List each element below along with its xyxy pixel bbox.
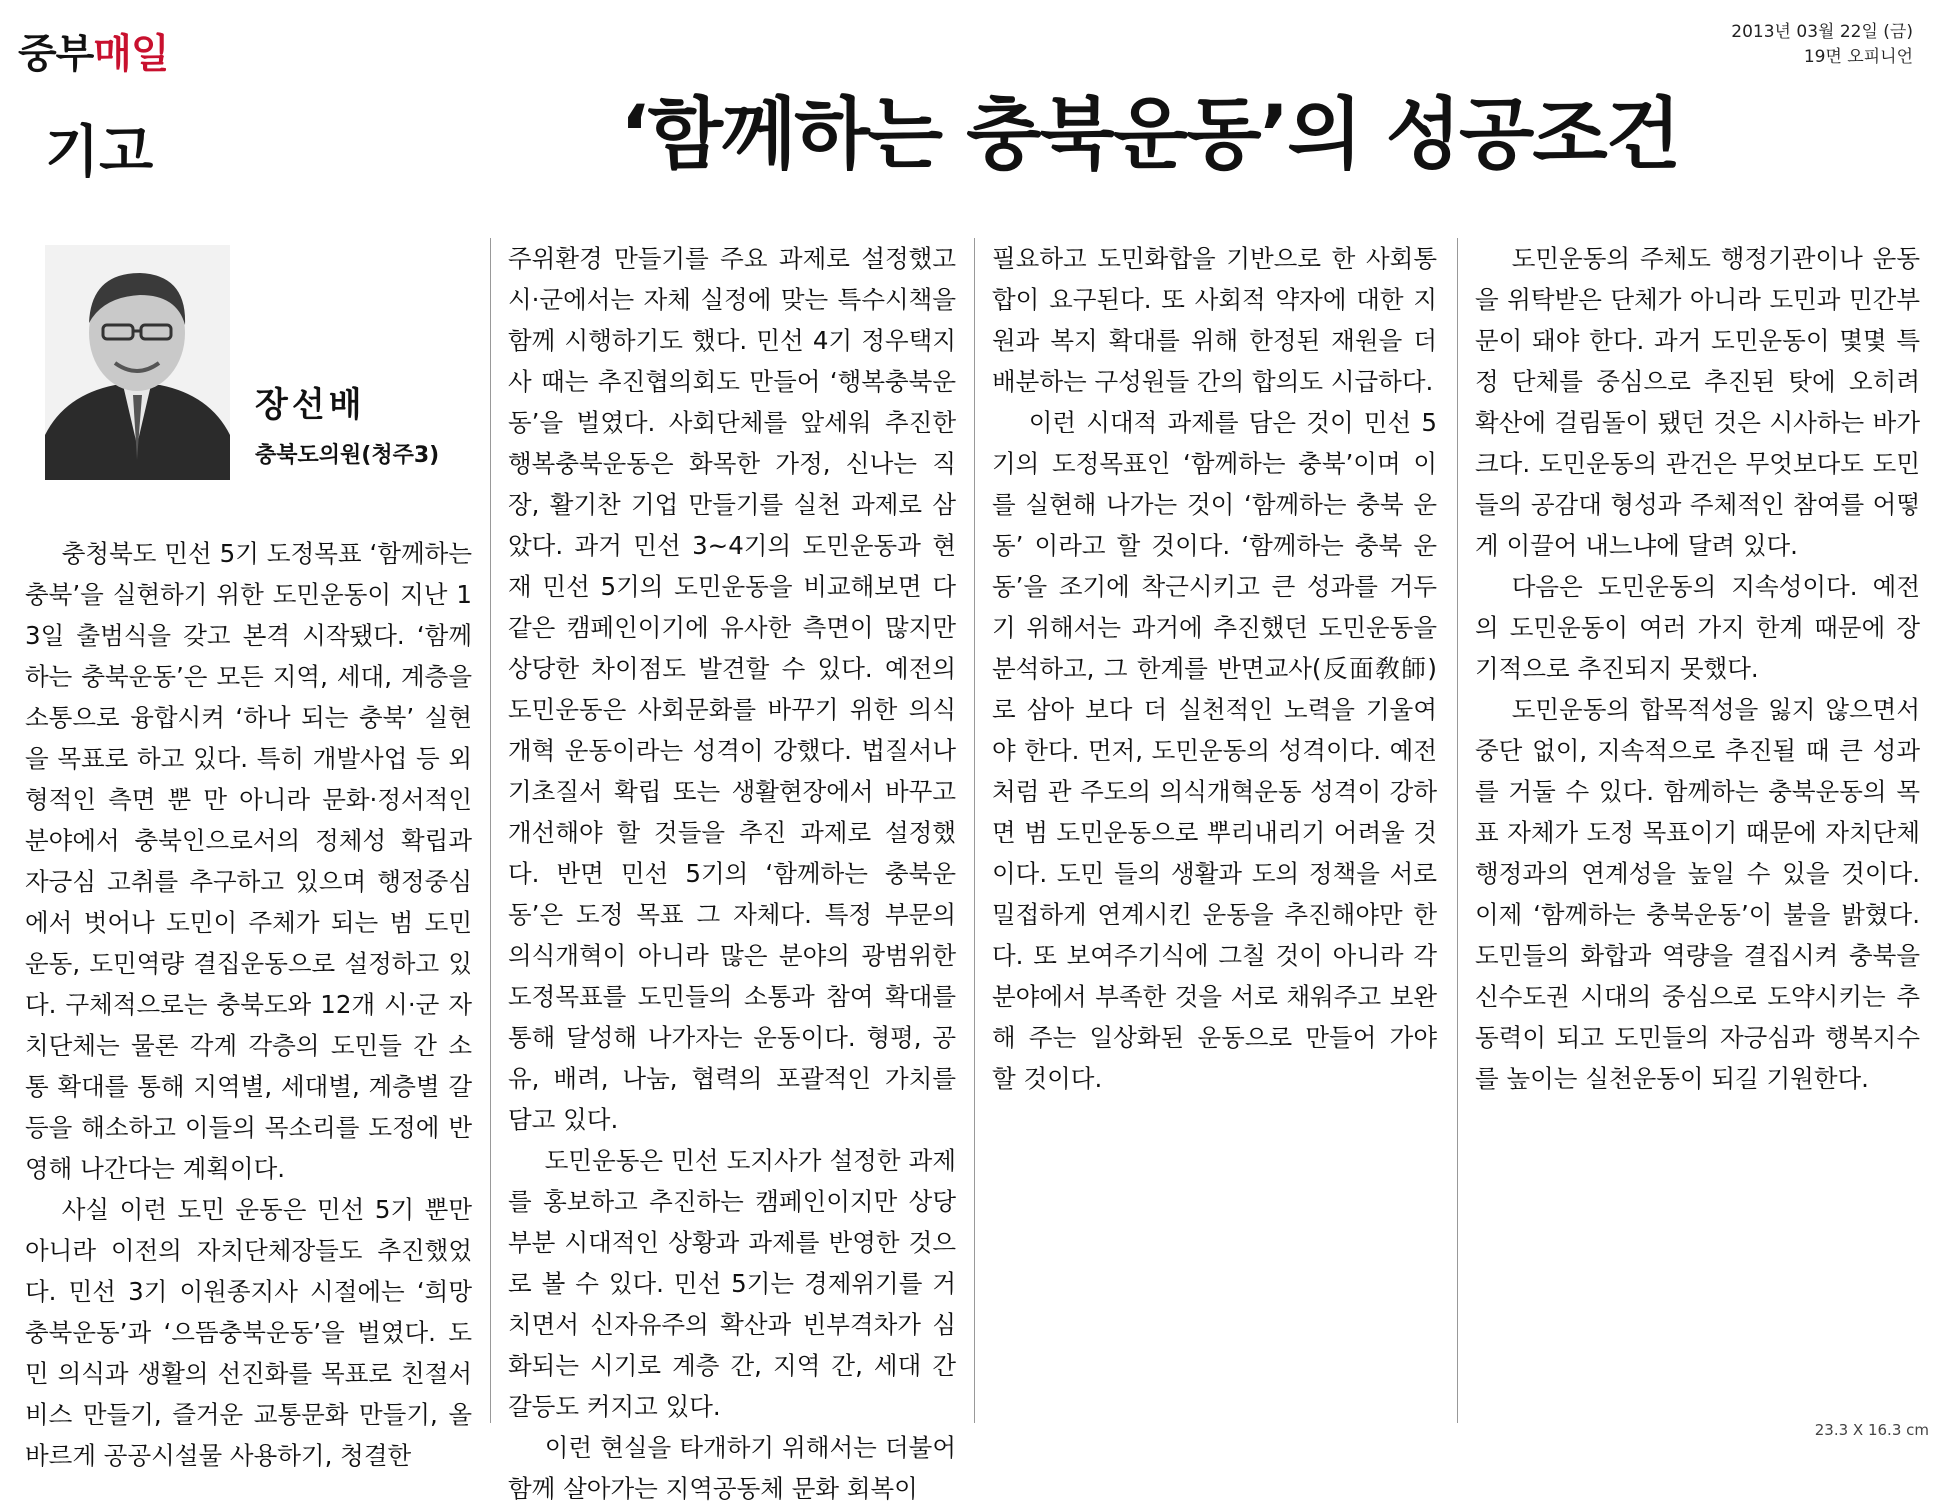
author-name: 장선배 [255, 385, 366, 425]
author-portrait-icon [45, 245, 230, 480]
paragraph: 도민운동의 주체도 행정기관이나 운동을 위탁받은 단체가 아니라 도민과 민간부문이 돼야 한다. 과거 도민운동이 몇몇 특정 단체를 중심으로 추진된 탓에 오히려 확산에 걸림돌이 됐던 것은 시사하는 바가 크다. 도민운동의 관건은 무엇보다도 도민들의 공감대 형성과 주체적인 참여를 어떻게 이끌어 내느냐에 달려 있다. [1475, 244, 1920, 560]
paragraph: 이런 현실을 타개하기 위해서는 더불어 함께 살아가는 지역공동체 문화 회복이 [508, 1433, 956, 1503]
clipping-dimensions: 23.3 X 16.3 cm [1814, 1421, 1929, 1439]
newspaper-masthead: 중부매일 [18, 31, 169, 77]
article-column-3 [992, 238, 1437, 1099]
paragraph: 도민운동은 민선 도지사가 설정한 과제를 홍보하고 추진하는 캠페인이지만 상당부분 시대적인 상황과 과제를 반영한 것으로 볼 수 있다. 민선 5기는 경제위기를 거치면서 신자유주의 확산과 빈부격차가 심화되는 시기로 계층 간, 지역 간, 세대 간 갈등도 커지고 있다. [508, 1146, 956, 1421]
article-column-2 [508, 238, 956, 1509]
article-column-4 [1475, 238, 1920, 1099]
article-column-1 [25, 533, 472, 1476]
paragraph: 주위환경 만들기를 주요 과제로 설정했고 시·군에서는 자체 실정에 맞는 특수시책을 함께 시행하기도 했다. 민선 4기 정우택지사 때는 추진협의회도 만들어 ‘행복충북운동’을 벌였다. 사회단체를 앞세워 추진한 행복충북운동은 화목한 가정, 신나는 직장, 활기찬 기업 만들기를 실천 과제로 삼았다. 과거 민선 3~4기의 도민운동과 현재 민선 5기의 도민운동을 비교해보면 다 같은 캠페인이기에 유사한 측면이 많지만 상당한 차이점도 발견할 수 있다. 예전의 도민운동은 사회문화를 바꾸기 위한 의식개혁 운동이라는 성격이 강했다. 법질서나 기초질서 확립 또는 생활현장에서 바꾸고 개선해야 할 것들을 추진 과제로 설정했다. 반면 민선 5기의 ‘함께하는 충북운동’은 도정 목표 그 자체다. 특정 부문의 의식개혁이 아니라 많은 분야의 광범위한 도정목표를 도민들의 소통과 참여 확대를 통해 달성해 나가자는 운동이다. 형평, 공유, 배려, 나눔, 협력의 포괄적인 가치를 담고 있다. [508, 244, 956, 1134]
paragraph: 이런 시대적 과제를 담은 것이 민선 5기의 도정목표인 ‘함께하는 충북’이며 이를 실현해 나가는 것이 ‘함께하는 충북 운동’ 이라고 할 것이다. ‘함께하는 충북 운동’을 조기에 착근시키고 큰 성과를 거두기 위해서는 과거에 추진했던 도민운동을 분석하고, 그 한계를 반면교사(反面敎師)로 삼아 보다 더 실천적인 노력을 기울여야 한다. 먼저, 도민운동의 성격이다. 예전처럼 관 주도의 의식개혁운동 성격이 강하면 범 도민운동으로 뿌리내리기 어려울 것이다. 도민 들의 생활과 도의 정책을 서로 밀접하게 연계시킨 운동을 추진해야만 한다. 또 보여주기식에 그칠 것이 아니라 각 분야에서 부족한 것을 서로 채워주고 보완해 주는 일상화된 운동으로 만들어 가야 할 것이다. [992, 408, 1437, 1093]
author-role: 충북도의원(청주3) [255, 443, 440, 468]
column-divider [1457, 238, 1458, 1423]
author-photo [45, 245, 230, 480]
paragraph: 도민운동의 합목적성을 잃지 않으면서 중단 없이, 지속적으로 추진될 때 큰 성과를 거둘 수 있다. 함께하는 충북운동의 목표 자체가 도정 목표이기 때문에 자치단체 행정과의 연계성을 높일 수 있을 것이다. 이제 ‘함께하는 충북운동’이 불을 밝혔다. 도민들의 화합과 역량을 결집시켜 충북을 신수도권 시대의 중심으로 도약시키는 추동력이 되고 도민들의 자긍심과 행복지수를 높이는 실천운동이 되길 기원한다. [1475, 695, 1920, 1093]
paragraph: 필요하고 도민화합을 기반으로 한 사회통합이 요구된다. 또 사회적 약자에 대한 지원과 복지 확대를 위해 한정된 재원을 더 배분하는 구성원들 간의 합의도 시급하다. [992, 244, 1437, 396]
page-section: 19면 오피니언 [1803, 47, 1913, 67]
issue-date: 2013년 03월 22일 (금) [1731, 22, 1913, 42]
paragraph: 다음은 도민운동의 지속성이다. 예전의 도민운동이 여러 가지 한계 때문에 장기적으로 추진되지 못했다. [1475, 572, 1920, 683]
paragraph: 충청북도 민선 5기 도정목표 ‘함께하는 충북’을 실현하기 위한 도민운동이 지난 13일 출범식을 갖고 본격 시작됐다. ‘함께하는 충북운동’은 모든 지역, 세대, 계층을 소통으로 융합시켜 ‘하나 되는 충북’ 실현을 목표로 하고 있다. 특히 개발사업 등 외형적인 측면 뿐 만 아니라 문화·정서적인 분야에서 충북인으로서의 정체성 확립과 자긍심 고취를 추구하고 있으며 행정중심에서 벗어나 도민이 주체가 되는 범 도민 운동, 도민역량 결집운동으로 설정하고 있다. 구체적으로는 충북도와 12개 시·군 자치단체는 물론 각계 각층의 도민들 간 소통 확대를 통해 지역별, 세대별, 계층별 갈등을 해소하고 이들의 목소리를 도정에 반영해 나간다는 계획이다. [25, 539, 472, 1183]
paragraph: 사실 이런 도민 운동은 민선 5기 뿐만 아니라 이전의 자치단체장들도 추진했었다. 민선 3기 이원종지사 시절에는 ‘희망충북운동’과 ‘으뜸충북운동’을 벌였다. 도민 의식과 생활의 선진화를 목표로 친절서비스 만들기, 즐거운 교통문화 만들기, 올바르게 공공시설물 사용하기, 청결한 [25, 1195, 472, 1470]
column-divider [490, 238, 491, 1423]
section-label: 기고 [45, 120, 154, 185]
column-divider [974, 238, 975, 1423]
headline: ‘함께하는 충북운동’의 성공조건 [620, 90, 1680, 180]
issue-meta [1731, 20, 1913, 70]
